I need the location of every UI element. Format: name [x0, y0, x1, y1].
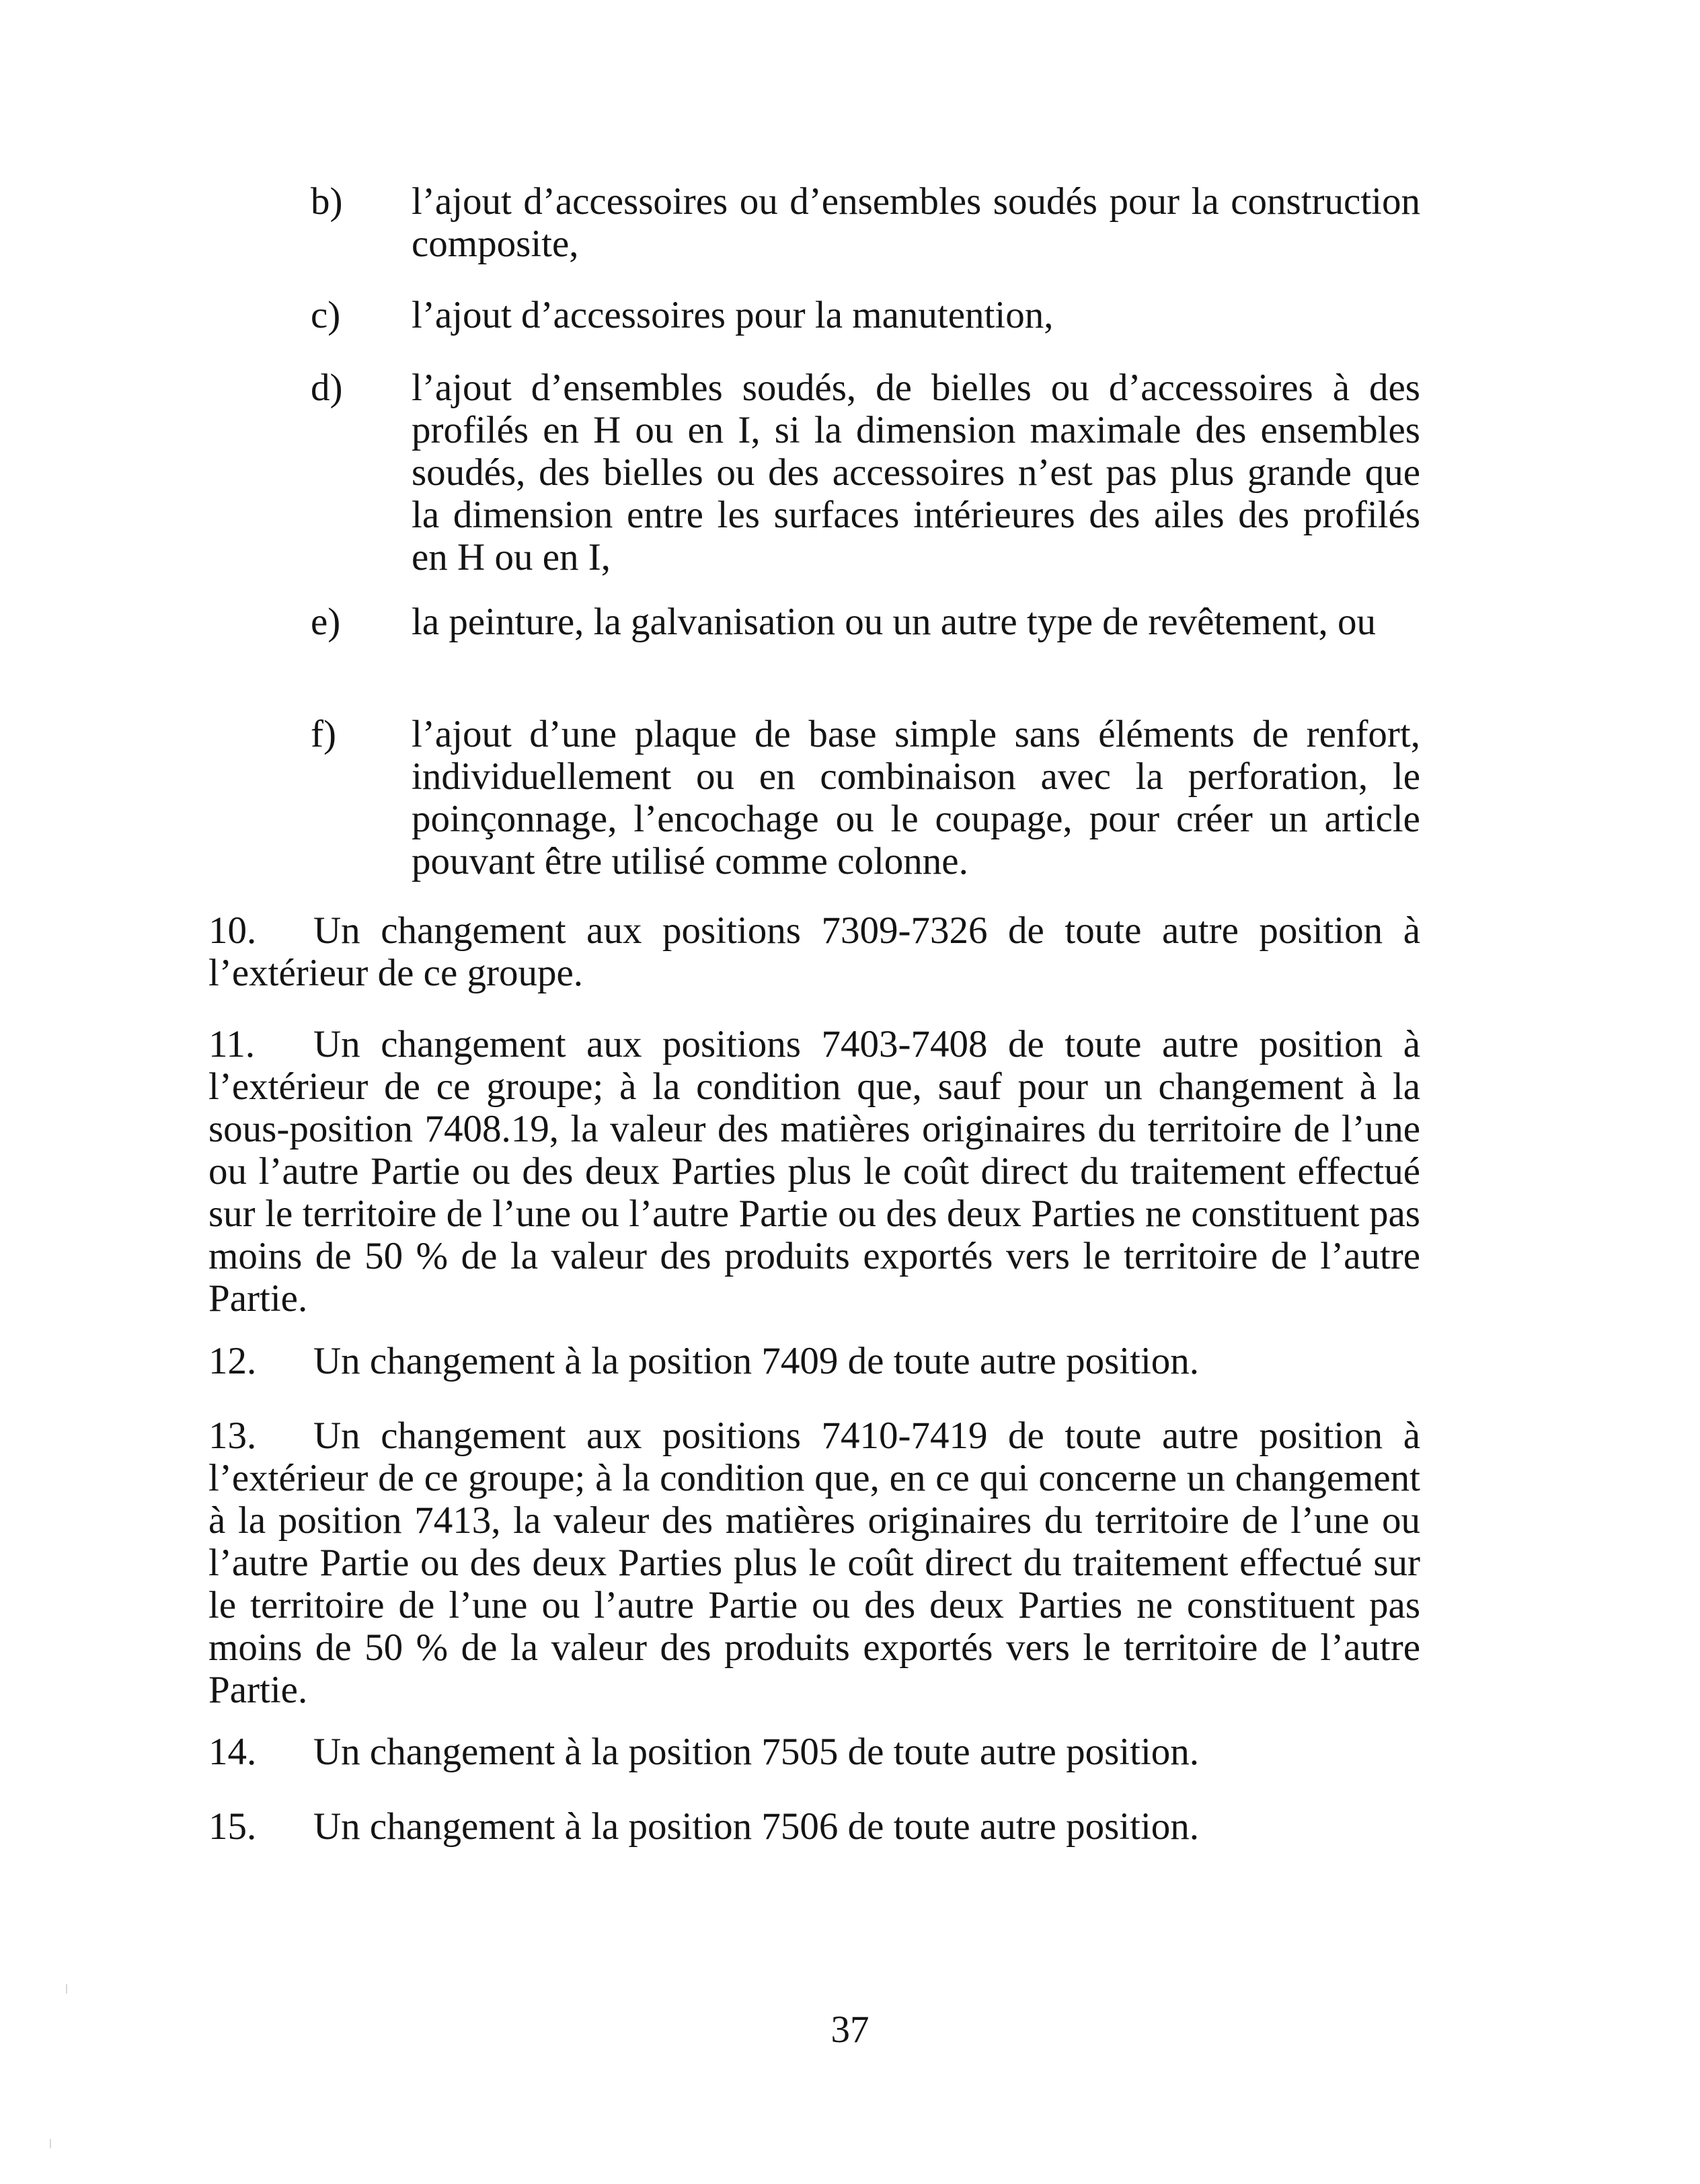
sub-item-label-b: b): [311, 180, 343, 223]
numbered-item-13: [208, 1415, 1420, 1711]
sub-item-text-c: l’ajout d’accessoires pour la manutention,: [412, 294, 1054, 336]
numbered-item-15: [208, 1805, 1420, 1848]
sub-item-label-f: f): [311, 713, 336, 755]
sub-item-text-f: l’ajout d’une plaque de base simple sans éléments de renfort, individuellement ou en combinaison avec la perforation, le poinçonnage, l’encochage ou le coupage, pour créer un article pouvant être utilisé comme colonne.: [412, 713, 1420, 882]
scan-artifact-mark: [66, 1984, 67, 1994]
sub-item-text-e: la peinture, la galvanisation ou un autre type de revêtement, ou: [412, 601, 1376, 643]
item-number-10: 10.: [208, 909, 257, 952]
item-text-12: Un changement à la position 7409 de toute autre position.: [313, 1340, 1200, 1382]
numbered-item-10: [208, 909, 1420, 994]
item-number-12: 12.: [208, 1340, 257, 1382]
sub-item-text-d: l’ajout d’ensembles soudés, de bielles ou d’accessoires à des profilés en H ou en I, si la dimension maximale des ensembles soudés, des bielles ou des accessoires n’est pas plus grande que la dimension entre les surfaces intérieures des ailes des profilés en H ou en I,: [412, 367, 1420, 578]
item-number-14: 14.: [208, 1731, 257, 1773]
item-text-14: Un changement à la position 7505 de toute autre position.: [313, 1731, 1200, 1773]
item-text-11: Un changement aux positions 7403-7408 de toute autre position à l’extérieur de ce groupe; à la condition que, sauf pour un changement à la sous-position 7408.19, la valeur des matières originaires du territoire de l’une ou l’autre Partie ou des deux Parties plus le coût direct du traitement effectué sur le territoire de l’une ou l’autre Partie ou des deux Parties ne constituent pas moins de 50 % de la valeur des produits exportés vers le territoire de l’autre Partie.: [208, 1023, 1420, 1320]
sub-item-label-e: e): [311, 601, 341, 643]
numbered-item-14: [208, 1731, 1420, 1773]
page-number: 37: [830, 2008, 870, 2051]
item-text-10: Un changement aux positions 7309-7326 de toute autre position à l’extérieur de ce groupe.: [208, 909, 1420, 994]
numbered-item-11: [208, 1023, 1420, 1320]
item-number-13: 13.: [208, 1415, 257, 1457]
sub-item-label-d: d): [311, 367, 343, 409]
item-text-13: Un changement aux positions 7410-7419 de toute autre position à l’extérieur de ce groupe; à la condition que, en ce qui concerne un changement à la position 7413, la valeur des matières originaires du territoire de l’une ou l’autre Partie ou des deux Parties plus le coût direct du traitement effectué sur le territoire de l’une ou l’autre Partie ou des deux Parties ne constituent pas moins de 50 % de la valeur des produits exportés vers le territoire de l’autre Partie.: [208, 1415, 1420, 1711]
numbered-item-12: [208, 1340, 1420, 1382]
sub-item-text-b: l’ajout d’accessoires ou d’ensembles soudés pour la construction composite,: [412, 180, 1420, 265]
item-text-15: Un changement à la position 7506 de toute autre position.: [313, 1805, 1200, 1848]
item-number-15: 15.: [208, 1805, 257, 1848]
item-number-11: 11.: [208, 1023, 256, 1065]
sub-item-label-c: c): [311, 294, 341, 336]
scan-artifact-mark: [50, 2139, 51, 2148]
